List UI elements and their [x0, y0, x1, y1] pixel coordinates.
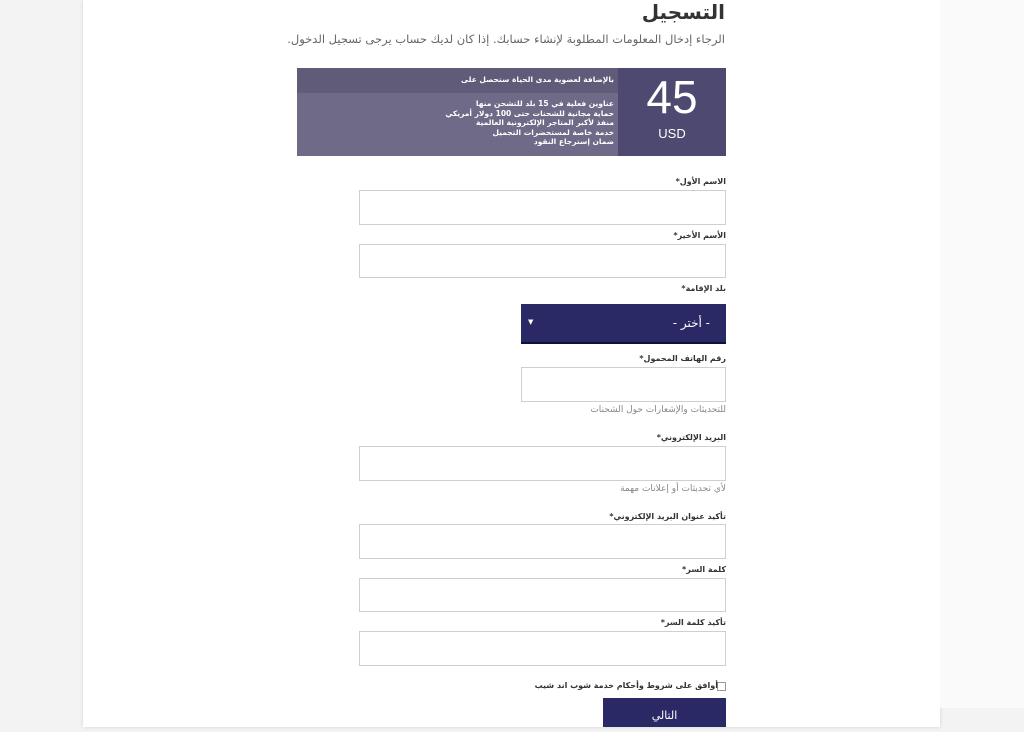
- email-confirm-label: تأكيد عنوان البريد الإلكتروني*: [609, 512, 726, 521]
- next-button[interactable]: التالي: [603, 698, 726, 727]
- mobile-help-text: للتحديثات والإشعارات حول الشحنات: [590, 405, 726, 415]
- email-input[interactable]: [359, 446, 726, 481]
- membership-banner: [297, 68, 726, 156]
- benefits-list: [445, 99, 614, 147]
- mobile-label: رقم الهاتف المحمول*: [639, 354, 726, 363]
- price-amount: 45: [646, 71, 698, 123]
- country-label: بلد الإقامة*: [681, 284, 726, 293]
- first-name-label: الاسم الأول*: [675, 177, 726, 186]
- banner-heading: بالإضافة لعضوية مدى الحياة ستحصل على: [461, 75, 614, 84]
- country-select[interactable]: [521, 304, 726, 344]
- benefit-item: ضمان إسترجاع النقود: [533, 137, 614, 146]
- first-name-input[interactable]: [359, 190, 726, 225]
- password-input[interactable]: [359, 578, 726, 612]
- email-label: البريد الإلكتروني*: [656, 433, 726, 442]
- last-name-input[interactable]: [359, 244, 726, 278]
- benefit-item: خدمة خاصة لمستحضرات التجميل: [492, 127, 614, 137]
- last-name-label: الأسم الأخير*: [673, 231, 726, 240]
- password-confirm-input[interactable]: [359, 631, 726, 666]
- benefit-item: منفذ لأكبر المتاجر الإلكترونية العالمية: [476, 118, 614, 127]
- country-select-value: - أختر -: [672, 316, 710, 330]
- email-help-text: لأي تحديثات أو إعلانات مهمة: [620, 484, 726, 494]
- mobile-input[interactable]: [521, 367, 726, 402]
- page-margin: [940, 0, 1024, 708]
- terms-checkbox[interactable]: [717, 682, 726, 691]
- caret-down-icon: ▼: [528, 318, 534, 326]
- email-confirm-input[interactable]: [359, 524, 726, 559]
- password-confirm-label: تأكيد كلمة السر*: [660, 618, 726, 627]
- price-box: [618, 68, 726, 156]
- page-title: التسجيل: [641, 0, 725, 24]
- terms-label: أوافق على شروط وأحكام خدمة شوب اند شيب: [534, 681, 718, 690]
- benefit-item: عناوين فعلية في 15 بلد للتشحن منها: [475, 99, 614, 108]
- page-subtitle: الرجاء إدخال المعلومات المطلوبة لإنشاء حسابك. إذا كان لديك حساب يرجى تسجيل الدخول.: [287, 32, 725, 46]
- price-currency: USD: [658, 126, 686, 141]
- password-label: كلمة السر*: [682, 565, 726, 574]
- benefit-item: حماية مجانية للشحنات حتى 100 دولار أمريكي: [445, 108, 614, 118]
